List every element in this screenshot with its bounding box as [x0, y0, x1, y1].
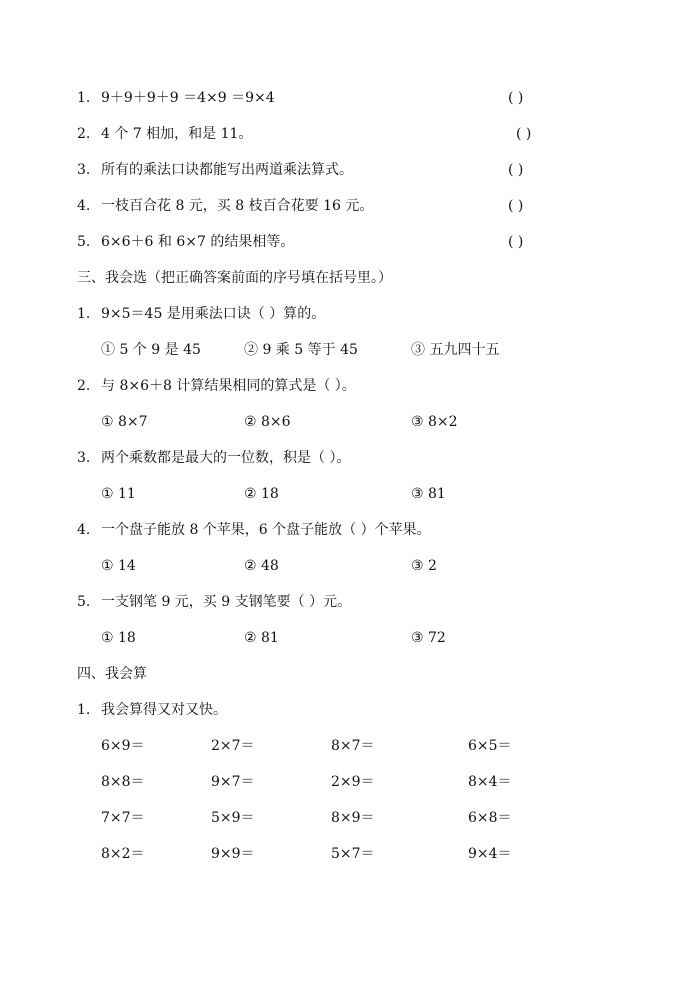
choose-q3-text: 两个乘数都是最大的一位数，积是（ ）。	[101, 450, 351, 466]
calc-problem[interactable]: 8×2＝	[101, 846, 145, 862]
judge-item-2-text: 4 个 7 相加，和是 11。	[101, 126, 253, 142]
calc-problem[interactable]: 8×7＝	[331, 738, 375, 754]
choose-q2-option-2[interactable]: ② 8×6	[244, 414, 291, 430]
judge-item-4-text: 一枝百合花 8 元，买 8 枝百合花要 16 元。	[101, 198, 374, 214]
judge-item-4-number: 4.	[77, 198, 91, 214]
choose-q1-option-1[interactable]: ① 5 个 9 是 45	[101, 342, 201, 358]
judge-item-2-answer-blank[interactable]: ( )	[516, 126, 532, 142]
section-4-heading: 四、我会算	[77, 666, 147, 682]
calc-problem[interactable]: 2×7＝	[211, 738, 255, 754]
calc-sub-text: 我会算得又对又快。	[101, 702, 227, 718]
choose-q5-number: 5.	[77, 594, 91, 610]
judge-item-3-number: 3.	[77, 162, 91, 178]
calc-problem[interactable]: 8×4＝	[468, 774, 512, 790]
judge-item-3-text: 所有的乘法口诀都能写出两道乘法算式。	[101, 162, 353, 178]
judge-item-5-answer-blank[interactable]: ( )	[508, 234, 524, 250]
judge-item-2-number: 2.	[77, 126, 91, 142]
choose-q1-text: 9×5＝45 是用乘法口诀（ ）算的。	[101, 306, 326, 322]
calc-problem[interactable]: 9×7＝	[211, 774, 255, 790]
calc-problem[interactable]: 5×9＝	[211, 810, 255, 826]
choose-q4-option-1[interactable]: ① 14	[101, 558, 136, 574]
choose-q2-text: 与 8×6＋8 计算结果相同的算式是（ ）。	[101, 378, 356, 394]
calc-problem[interactable]: 7×7＝	[101, 810, 145, 826]
choose-q5-option-2[interactable]: ② 81	[244, 630, 279, 646]
choose-q3-option-1[interactable]: ① 11	[101, 486, 136, 502]
calc-problem[interactable]: 6×8＝	[468, 810, 512, 826]
calc-problem[interactable]: 6×9＝	[101, 738, 145, 754]
judge-item-3-answer-blank[interactable]: ( )	[508, 162, 524, 178]
calc-problem[interactable]: 8×8＝	[101, 774, 145, 790]
choose-q5-option-3[interactable]: ③ 72	[411, 630, 446, 646]
choose-q4-option-2[interactable]: ② 48	[244, 558, 279, 574]
choose-q4-option-3[interactable]: ③ 2	[411, 558, 437, 574]
choose-q1-number: 1.	[77, 306, 91, 322]
choose-q1-option-2[interactable]: ② 9 乘 5 等于 45	[244, 342, 358, 358]
choose-q4-text: 一个盘子能放 8 个苹果，6 个盘子能放（ ）个苹果。	[101, 522, 431, 538]
calc-sub-number: 1.	[77, 702, 91, 718]
choose-q2-option-3[interactable]: ③ 8×2	[411, 414, 458, 430]
choose-q1-option-3[interactable]: ③ 五九四十五	[411, 342, 500, 358]
judge-item-5-number: 5.	[77, 234, 91, 250]
judge-item-1-answer-blank[interactable]: ( )	[508, 90, 524, 106]
choose-q4-number: 4.	[77, 522, 91, 538]
judge-item-4-answer-blank[interactable]: ( )	[508, 198, 524, 214]
choose-q3-option-2[interactable]: ② 18	[244, 486, 279, 502]
choose-q2-number: 2.	[77, 378, 91, 394]
choose-q2-option-1[interactable]: ① 8×7	[101, 414, 148, 430]
judge-item-1-number: 1.	[77, 90, 91, 106]
section-3-heading: 三、我会选（把正确答案前面的序号填在括号里。）	[77, 270, 392, 286]
calc-problem[interactable]: 9×9＝	[211, 846, 255, 862]
choose-q5-option-1[interactable]: ① 18	[101, 630, 136, 646]
choose-q3-option-3[interactable]: ③ 81	[411, 486, 446, 502]
choose-q5-text: 一支钢笔 9 元，买 9 支钢笔要（ ）元。	[101, 594, 352, 610]
calc-problem[interactable]: 6×5＝	[468, 738, 512, 754]
judge-item-1-text: 9＋9＋9＋9 ＝4×9 ＝9×4	[101, 90, 275, 106]
calc-problem[interactable]: 2×9＝	[331, 774, 375, 790]
calc-problem[interactable]: 5×7＝	[331, 846, 375, 862]
calc-problem[interactable]: 8×9＝	[331, 810, 375, 826]
calc-problem[interactable]: 9×4＝	[468, 846, 512, 862]
choose-q3-number: 3.	[77, 450, 91, 466]
judge-item-5-text: 6×6＋6 和 6×7 的结果相等。	[101, 234, 295, 250]
